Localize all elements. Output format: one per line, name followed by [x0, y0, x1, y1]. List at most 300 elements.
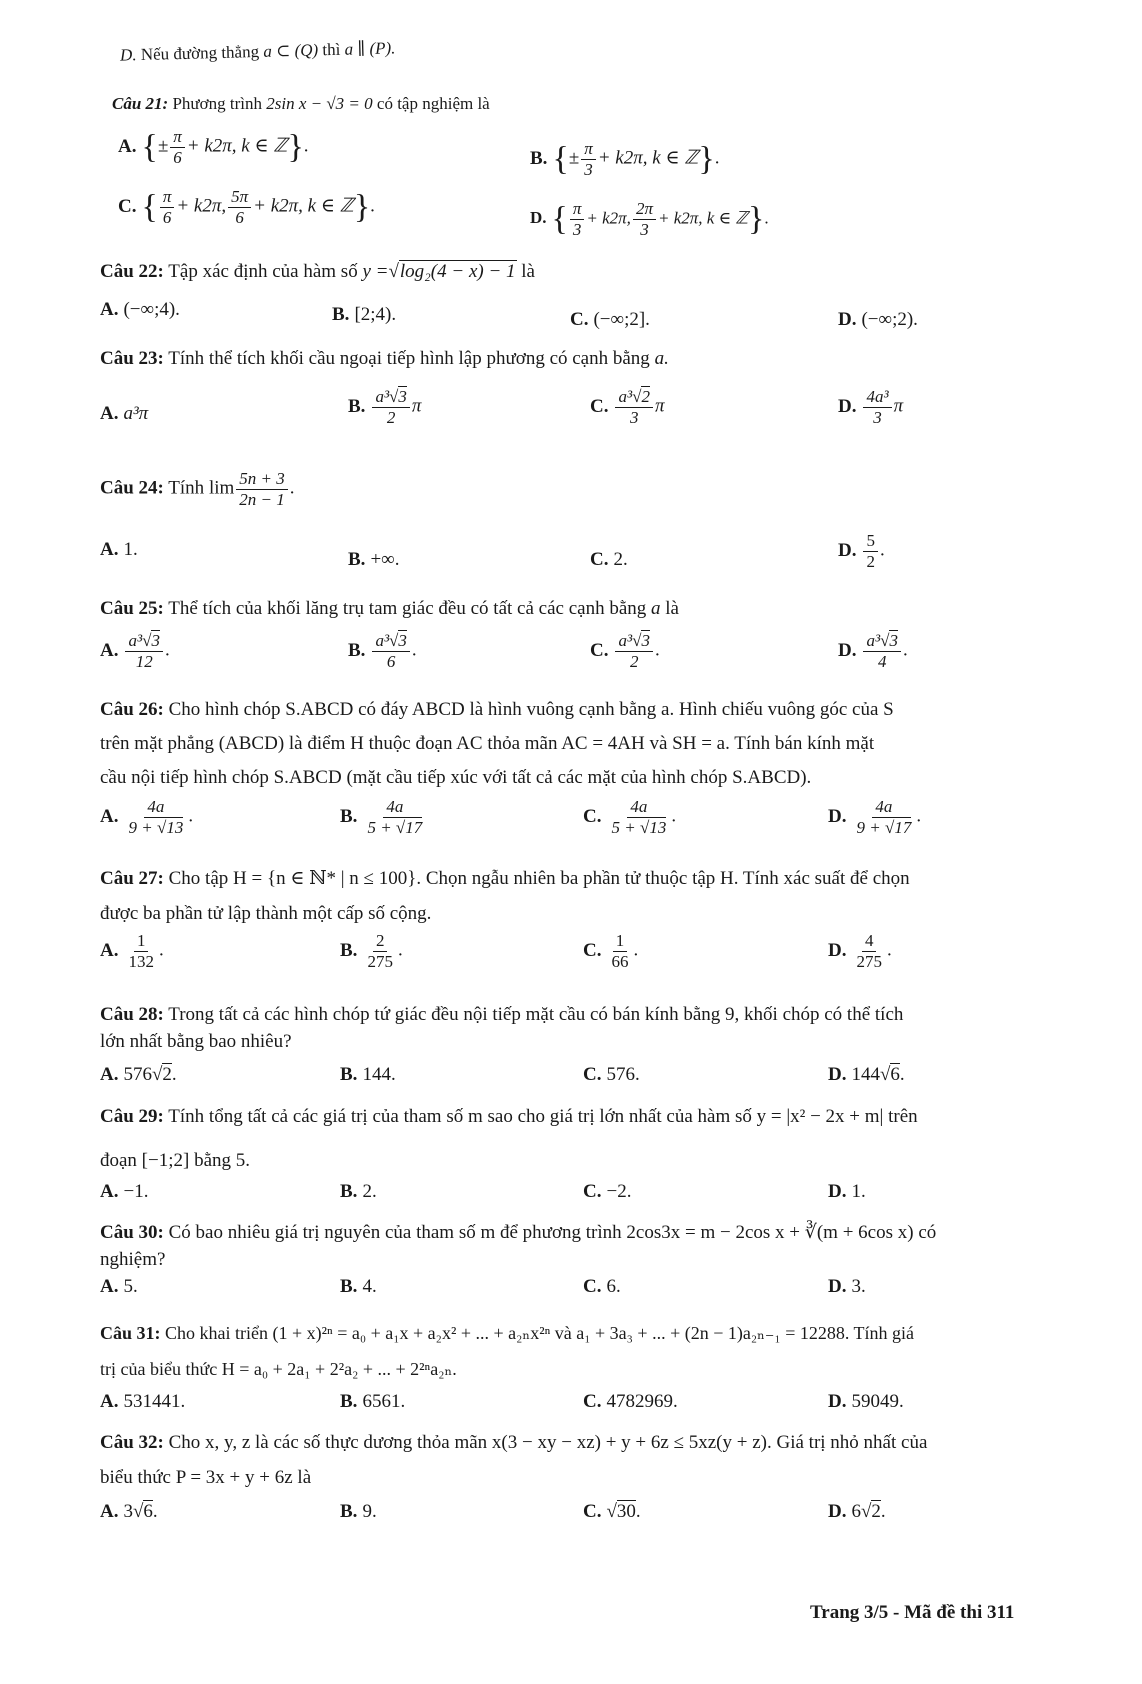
option-c[interactable]: C. { $\frac{\pi}{6}$ + k2π, $\frac{5\pi}{6}$ + k2π, k ∈ ℤ}.	[118, 187, 375, 227]
math: ±	[568, 147, 580, 169]
fraction	[125, 798, 186, 837]
option-label: C.	[590, 639, 609, 661]
option-label: A.	[100, 805, 119, 827]
question-29	[100, 1105, 918, 1129]
question-number: Câu 23:	[100, 348, 164, 369]
radicand: 3	[641, 631, 650, 650]
denominator: 12	[135, 651, 153, 671]
option-text: +∞.	[370, 549, 400, 570]
numerator: π	[170, 128, 185, 148]
option-text: 6.	[606, 1276, 621, 1297]
punct: .	[370, 195, 375, 217]
option-c[interactable]	[590, 548, 628, 572]
option-label: D.	[828, 1501, 847, 1522]
radicand: 30	[616, 1501, 636, 1522]
question-text: cầu nội tiếp hình chóp S.ABCD (mặt cầu tiếp xúc với tất cả các mặt của hình chóp S.ABCD).	[100, 767, 812, 788]
punct: .	[902, 639, 908, 661]
option-label: D.	[119, 45, 137, 65]
option-b[interactable]	[340, 1500, 377, 1524]
question-24	[100, 470, 295, 509]
denominator: 5 + √13	[611, 817, 667, 837]
numerator: 4	[862, 932, 877, 952]
question-number: Câu 21:	[112, 94, 169, 113]
option-label: D.	[838, 309, 857, 330]
denominator: 3	[640, 219, 649, 239]
radicand: 13	[166, 817, 184, 837]
radicand: 2	[162, 1064, 172, 1085]
fraction	[160, 188, 175, 227]
math: 5 +	[611, 817, 636, 837]
option-a[interactable]: A. 3√6.	[100, 1501, 158, 1522]
option-a[interactable]	[100, 1390, 185, 1414]
question-30	[100, 1221, 936, 1245]
question-text: là	[521, 261, 535, 282]
question-number: Câu 25:	[100, 598, 164, 619]
fraction	[608, 932, 631, 971]
option-b[interactable]	[340, 1063, 396, 1087]
question-text: trên mặt phẳng (ABCD) là điểm H thuộc đoạn AC thỏa mãn AC = 4AH và SH = a. Tính bán kính mặt	[100, 733, 875, 754]
numerator: 2	[373, 932, 388, 952]
math: a³	[375, 631, 390, 650]
question-number: Câu 29:	[100, 1106, 164, 1127]
option-d[interactable]	[838, 308, 918, 332]
option-text: 3.	[851, 1276, 866, 1297]
fraction	[236, 470, 287, 509]
question-27	[100, 867, 910, 891]
question-text: là	[665, 598, 679, 619]
numerator: 1	[613, 932, 628, 952]
punct: .	[654, 639, 660, 661]
option-label: B.	[348, 549, 366, 570]
punct: .	[171, 1064, 177, 1085]
fraction	[372, 388, 409, 427]
fraction	[125, 932, 157, 971]
punct: .	[671, 805, 677, 827]
option-label: A.	[100, 639, 119, 661]
question-text: đoạn [−1;2] bằng 5.	[100, 1150, 251, 1171]
question-text: Cho hình chóp S.ABCD có đáy ABCD là hình vuông cạnh bằng a. Hình chiếu vuông góc của S	[168, 699, 894, 720]
option-text: 144.	[362, 1064, 396, 1085]
math: lim	[208, 477, 235, 499]
option-label: D.	[530, 208, 547, 228]
denominator: 3	[584, 159, 593, 179]
fraction	[863, 532, 878, 571]
option-text: 9.	[362, 1501, 377, 1522]
question-31-line-2	[100, 1357, 457, 1381]
denominator: 6	[386, 651, 396, 671]
option-label: D.	[828, 939, 847, 961]
numerator: 5	[863, 532, 878, 552]
fraction	[364, 932, 396, 971]
fraction	[615, 632, 652, 671]
option-d[interactable]	[828, 798, 921, 837]
option-label: A.	[100, 299, 119, 320]
question-21	[112, 92, 490, 116]
option-a[interactable]	[100, 632, 170, 671]
option-label: C.	[583, 939, 602, 961]
option-label: B.	[340, 805, 358, 827]
fraction	[615, 388, 652, 427]
question-number: Câu 28:	[100, 1004, 164, 1025]
option-text: a³π	[123, 403, 149, 424]
question-number: Câu 22:	[100, 261, 164, 282]
option-c[interactable]	[583, 798, 676, 837]
option-d[interactable]	[838, 632, 908, 671]
option-b[interactable]: B. {± $\frac{\pi}{3}$ + k2π, k ∈ ℤ}.	[530, 139, 720, 179]
question-text: có tập nghiệm là	[376, 94, 490, 113]
option-label: A.	[100, 939, 119, 961]
denominator: 3	[873, 407, 882, 427]
option-text: [2;4).	[354, 304, 397, 325]
option-c[interactable]: C. √30.	[583, 1501, 641, 1522]
option-text: 6561.	[362, 1391, 406, 1412]
question-text: trị của biểu thức H = a₀ + 2a₁ + 2²a₂ + ... + 2²ⁿa₂ₙ.	[100, 1359, 457, 1379]
option-label: B.	[348, 395, 366, 417]
numerator: π	[581, 140, 596, 160]
denominator: 6	[173, 147, 182, 167]
option-label: B.	[340, 1276, 358, 1297]
question-text: Phương trình	[172, 94, 262, 113]
math: + k2π,	[586, 208, 631, 228]
math: a.	[654, 348, 669, 369]
option-label: D.	[838, 395, 857, 417]
option-a[interactable]	[100, 1275, 138, 1299]
question-text: Trong tất cả các hình chóp tứ giác đều nội tiếp mặt cầu có bán kính bằng 9, khối chóp có thể tích	[168, 1004, 904, 1025]
math: + k2π, k ∈ ℤ	[253, 195, 354, 217]
option-a[interactable]	[100, 298, 180, 322]
option-text: 2.	[362, 1181, 377, 1202]
question-32-line-2	[100, 1466, 311, 1490]
math: 5 +	[367, 817, 392, 837]
option-label: D.	[828, 1276, 847, 1297]
math: + k2π,	[176, 195, 227, 217]
punct: .	[633, 939, 639, 961]
option-text: 4.	[362, 1276, 377, 1297]
math: a³	[866, 631, 881, 650]
option-a[interactable]	[100, 932, 164, 971]
math: ±	[157, 135, 169, 157]
fraction	[633, 200, 656, 239]
radicand: 2	[871, 1501, 881, 1522]
fraction	[228, 188, 251, 227]
option-b[interactable]	[340, 932, 403, 971]
math: 3	[123, 1501, 133, 1522]
option-label: C.	[590, 395, 609, 417]
numerator: a³√3	[615, 632, 652, 652]
fragment-text: Nếu đường thẳng	[140, 41, 260, 65]
option-d[interactable]: D. 144√6.	[828, 1064, 905, 1085]
option-label: A.	[100, 539, 119, 560]
fragment-option-d	[120, 36, 396, 67]
option-label: B.	[348, 639, 366, 661]
fraction	[608, 798, 669, 837]
page-footer: Trang 3/5 - Mã đề thi 311	[810, 1602, 1015, 1623]
punct: .	[635, 1501, 641, 1522]
option-label: D.	[838, 639, 857, 661]
fraction	[364, 798, 425, 837]
option-label: D.	[828, 1181, 847, 1202]
option-label: A.	[100, 1276, 119, 1297]
denominator: 66	[611, 951, 629, 971]
fraction	[853, 932, 885, 971]
option-label: C.	[583, 1391, 602, 1412]
option-c[interactable]	[583, 1275, 621, 1299]
question-number: Câu 32:	[100, 1432, 164, 1453]
question-text: Tính tổng tất cả các giá trị của tham số m sao cho giá trị lớn nhất của hàm số y = |x² − 2x + m| trên	[168, 1106, 918, 1127]
punct: .	[764, 208, 769, 228]
math: + k2π, k ∈ ℤ	[186, 135, 288, 157]
option-text: (−∞;2].	[593, 309, 650, 330]
numerator: 5π	[228, 188, 251, 208]
option-label: C.	[583, 1181, 602, 1202]
fraction	[372, 632, 409, 671]
numerator: 4a	[144, 798, 167, 818]
punct: .	[303, 135, 309, 157]
option-b[interactable]	[340, 1275, 377, 1299]
option-d[interactable]	[838, 532, 885, 571]
radicand: 6	[890, 1064, 900, 1085]
denominator: 6	[235, 207, 244, 227]
question-text: Tập xác định của hàm số	[168, 261, 358, 282]
question-28	[100, 1003, 903, 1027]
math-expr: a ∥ (P).	[344, 38, 396, 59]
option-text: −1.	[123, 1181, 149, 1202]
question-23	[100, 347, 669, 371]
denominator: 275	[367, 951, 393, 971]
option-a[interactable]	[100, 538, 138, 562]
option-text: 59049.	[851, 1391, 904, 1412]
denominator: 5 + √17	[367, 817, 423, 837]
denominator: 2	[866, 551, 875, 571]
question-26-line-2	[100, 732, 874, 756]
option-d[interactable]	[828, 1180, 866, 1204]
option-d[interactable]: D. 6√2.	[828, 1501, 886, 1522]
question-25	[100, 597, 679, 621]
option-label: C.	[583, 1064, 602, 1085]
option-text: 5.	[123, 1276, 138, 1297]
option-text: 531441.	[123, 1391, 186, 1412]
punct: .	[158, 939, 164, 961]
radicand: 17	[894, 817, 912, 837]
option-b[interactable]	[340, 1180, 377, 1204]
fraction	[125, 632, 162, 671]
option-d[interactable]	[828, 1390, 904, 1414]
option-a[interactable]	[100, 1180, 148, 1204]
numerator: 4a	[627, 798, 650, 818]
option-c[interactable]	[583, 1063, 640, 1087]
question-number: Câu 31:	[100, 1323, 161, 1343]
math: π	[411, 395, 422, 417]
denominator: 3	[572, 219, 582, 239]
math: y =	[362, 261, 389, 282]
option-label: D.	[828, 1064, 847, 1085]
punct: .	[164, 639, 170, 661]
radicand: 3	[398, 387, 407, 406]
math-expr: 2sin x − √3 = 0	[266, 94, 373, 113]
option-b[interactable]	[332, 303, 396, 327]
option-label: C.	[118, 195, 137, 217]
punct: .	[289, 477, 295, 499]
math: a³	[618, 631, 633, 650]
option-c[interactable]	[590, 632, 660, 671]
option-text: 1.	[123, 539, 138, 560]
option-label: B.	[340, 1391, 358, 1412]
radicand: 17	[405, 817, 423, 837]
question-text: Cho x, y, z là các số thực dương thỏa mãn x(3 − xy − xz) + y + 6z ≤ 5xz(y + z). Giá trị nhỏ nhất của	[168, 1432, 928, 1453]
denominator: 2	[386, 407, 396, 427]
radicand: 3	[398, 631, 407, 650]
numerator: a³√3	[125, 632, 162, 652]
option-d[interactable]	[828, 932, 892, 971]
option-label: C.	[583, 1276, 602, 1297]
question-27-line-2	[100, 902, 431, 926]
option-label: B.	[340, 939, 358, 961]
numerator: a³√3	[372, 632, 409, 652]
option-c[interactable]	[583, 1390, 678, 1414]
punct: .	[886, 939, 892, 961]
option-label: D.	[828, 1391, 847, 1412]
option-text: (−∞;2).	[861, 309, 918, 330]
punct: .	[188, 805, 194, 827]
question-26-line-3	[100, 766, 811, 790]
option-label: B.	[332, 304, 350, 325]
option-a[interactable]	[100, 402, 148, 426]
option-b[interactable]	[340, 798, 427, 837]
question-30-line-2	[100, 1248, 165, 1272]
math: 9 +	[856, 817, 881, 837]
option-text: −2.	[606, 1181, 632, 1202]
option-b[interactable]	[348, 632, 417, 671]
option-b[interactable]	[348, 548, 399, 572]
option-a[interactable]	[100, 798, 193, 837]
option-text: 4782969.	[606, 1391, 678, 1412]
option-c[interactable]	[570, 308, 650, 332]
fragment-text: thì	[322, 39, 341, 60]
option-text: 1.	[851, 1181, 866, 1202]
question-number: Câu 30:	[100, 1222, 164, 1243]
option-d[interactable]	[838, 388, 903, 427]
question-text: Cho khai triển (1 + x)²ⁿ = a₀ + a₁x + a₂x² + ... + a₂ₙx²ⁿ và a₁ + 3a₃ + ... + (2n − 1)a₂ₙ₋₁ = 12288. Tính giá	[165, 1323, 915, 1343]
numerator: 2π	[633, 200, 656, 220]
option-c[interactable]	[583, 932, 638, 971]
option-c[interactable]	[590, 388, 664, 427]
punct: .	[899, 1064, 905, 1085]
question-text: Cho tập H = {n ∈ ℕ* | n ≤ 100}. Chọn ngẫu nhiên ba phần tử thuộc tập H. Tính xác suất để chọn	[168, 868, 910, 889]
option-label: C.	[590, 549, 609, 570]
option-a[interactable]: A. 576√2.	[100, 1064, 177, 1085]
numerator: a³√3	[863, 632, 900, 652]
numerator: a³√2	[615, 388, 652, 408]
math: 144	[851, 1064, 880, 1085]
math: a³	[618, 387, 633, 406]
radicand: 2	[641, 387, 650, 406]
denominator: 9 + √13	[128, 817, 184, 837]
option-label: D.	[838, 539, 857, 561]
question-number: Câu 26:	[100, 699, 164, 720]
question-text: Tính	[168, 477, 205, 499]
denominator: 132	[128, 951, 154, 971]
option-label: B.	[340, 1181, 358, 1202]
fraction	[853, 798, 914, 837]
math: + k2π, k ∈ ℤ	[597, 147, 699, 169]
denominator: 2n − 1	[239, 489, 285, 509]
option-b[interactable]	[348, 388, 421, 427]
option-text: 2.	[613, 549, 628, 570]
option-text: 576.	[606, 1064, 640, 1085]
punct: .	[916, 805, 922, 827]
punct: .	[879, 539, 885, 561]
option-d[interactable]: D. { $\frac{\pi}{3}$ + k2π, $\frac{2\pi}{3}$ + k2π, k ∈ ℤ}.	[530, 199, 769, 239]
math: a	[651, 598, 661, 619]
denominator: 4	[877, 651, 887, 671]
fraction	[863, 388, 891, 427]
numerator: 4a	[383, 798, 406, 818]
radicand: 13	[649, 817, 667, 837]
option-a[interactable]: A. {± $\frac{\pi}{6}$ + k2π, k ∈ ℤ}.	[118, 127, 309, 167]
option-label: A.	[118, 135, 137, 157]
option-label: B.	[340, 1501, 358, 1522]
punct: .	[152, 1501, 158, 1522]
option-label: A.	[100, 1181, 119, 1202]
question-text: Tính thể tích khối cầu ngoại tiếp hình lập phương có cạnh bằng	[168, 348, 650, 369]
question-text: Có bao nhiêu giá trị nguyên của tham số m để phương trình 2cos3x = m − 2cos x + ∛(m + 6cos x) có	[168, 1222, 937, 1243]
math-expr: a ⊂ (Q)	[263, 40, 319, 61]
question-number: Câu 24:	[100, 477, 164, 499]
question-text: Thể tích của khối lăng trụ tam giác đều có tất cả các cạnh bằng	[168, 598, 647, 619]
option-b[interactable]	[340, 1390, 405, 1414]
fraction	[170, 128, 185, 167]
question-31	[100, 1321, 914, 1345]
option-label: C.	[583, 805, 602, 827]
radicand: 3	[151, 631, 160, 650]
question-28-line-2	[100, 1030, 292, 1054]
option-label: C.	[583, 1501, 602, 1522]
question-text: được ba phần tử lập thành một cấp số cộng.	[100, 903, 432, 924]
denominator: 2	[629, 651, 639, 671]
radicand: log₂(4 − x) − 1	[399, 261, 516, 282]
option-d[interactable]	[828, 1275, 866, 1299]
question-text: biểu thức P = 3x + y + 6z là	[100, 1467, 312, 1488]
fraction	[570, 200, 585, 239]
punct: .	[397, 939, 403, 961]
math: 6	[851, 1501, 861, 1522]
punct: .	[714, 147, 720, 169]
question-number: Câu 27:	[100, 868, 164, 889]
option-label: B.	[340, 1064, 358, 1085]
option-label: A.	[100, 1391, 119, 1412]
numerator: 4a³	[863, 388, 891, 408]
numerator: π	[570, 200, 585, 220]
math: a³	[128, 631, 143, 650]
denominator: 9 + √17	[856, 817, 912, 837]
option-text: (−∞;4).	[123, 299, 180, 320]
math: a³	[375, 387, 390, 406]
sqrt: √log₂(4 − x) − 1	[388, 261, 516, 282]
question-text: nghiệm?	[100, 1249, 166, 1270]
question-26	[100, 698, 894, 722]
numerator: a³√3	[372, 388, 409, 408]
fraction	[863, 632, 900, 671]
punct: .	[880, 1501, 886, 1522]
option-label: D.	[828, 805, 847, 827]
math: 9 +	[128, 817, 153, 837]
option-label: A.	[100, 1501, 119, 1522]
option-c[interactable]	[583, 1180, 631, 1204]
radicand: 3	[889, 631, 898, 650]
numerator: π	[160, 188, 175, 208]
question-22	[100, 260, 535, 284]
math: π	[893, 395, 904, 417]
